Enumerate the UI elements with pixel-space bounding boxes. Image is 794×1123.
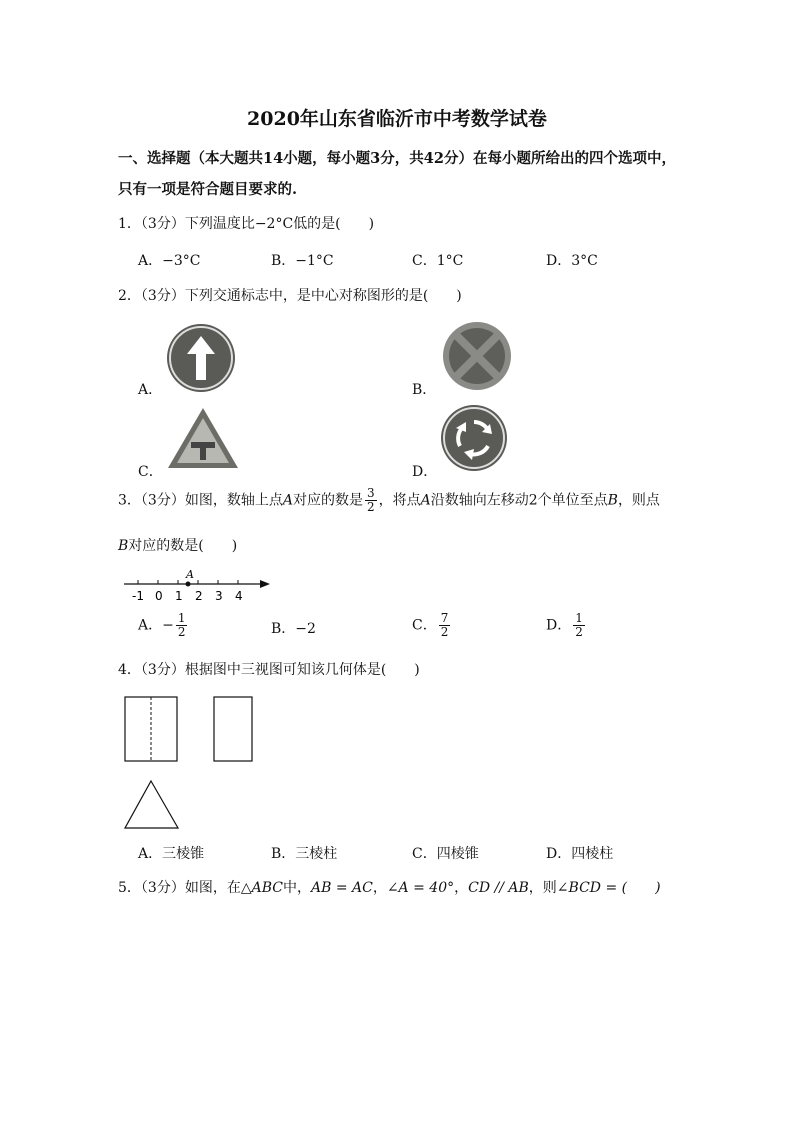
tick-label: 1	[175, 589, 183, 603]
point-a-label: A	[282, 492, 293, 509]
tick-label: -1	[132, 589, 144, 603]
q1-option-c: C．1°C	[412, 253, 464, 269]
fraction-denominator: 2	[575, 625, 583, 639]
axis-point-label: A	[186, 568, 194, 581]
q2-label-c: C．	[138, 464, 163, 480]
tick-label: 3	[215, 589, 223, 603]
q5-stem	[118, 877, 661, 897]
tick-label: 0	[155, 589, 163, 603]
side-view-rectangle-figure	[212, 695, 256, 765]
top-view-triangle-figure	[122, 778, 182, 832]
q3-text-a: 3．（3分）如图，数轴上点	[118, 492, 283, 509]
q1-option-d: D．3°C	[546, 253, 598, 269]
fraction-numerator: 3	[366, 486, 375, 500]
number-line-figure	[120, 566, 280, 606]
equality-expr: AB = AC	[310, 880, 373, 896]
section-heading-line1: 一、选择题（本大题共14小题，每小题3分，共42分）在每小题所给出的四个选项中，	[118, 150, 676, 167]
one-way-arrow-sign-icon	[165, 322, 237, 394]
q4-option-b: B．三棱柱	[271, 846, 338, 862]
q3-stem-line1	[118, 487, 660, 514]
q1-option-a: A．−3°C	[138, 253, 201, 269]
angle-expr: ∠A = 40°	[386, 880, 455, 896]
triangle-expr: △ABC	[240, 880, 283, 896]
option-fraction	[439, 612, 451, 639]
q2-label-d: D．	[412, 464, 438, 480]
q4-option-d: D．四棱柱	[546, 846, 614, 862]
fraction-denominator: 2	[177, 625, 186, 639]
q3-option-a	[138, 612, 189, 639]
q3-text-e: ，则点	[617, 492, 660, 509]
option-label: D．	[546, 617, 572, 634]
q5-text-c: ，则	[528, 880, 557, 896]
fraction-numerator: 1	[575, 611, 583, 625]
q3-option-c	[412, 612, 452, 639]
parallel-expr: CD // AB	[468, 880, 529, 896]
q2-label-b: B．	[412, 382, 437, 398]
no-stopping-sign-icon	[441, 320, 513, 392]
q2-stem: 2．（3分）下列交通标志中，是中心对称图形的是( )	[118, 288, 462, 304]
option-fraction	[176, 612, 188, 639]
tick-label: 2	[195, 589, 203, 603]
q5-sep: ，	[372, 880, 387, 896]
question-expr: ∠BCD = ( )	[556, 880, 661, 896]
point-a-label: A	[420, 492, 431, 509]
q1-stem: 1．（3分）下列温度比−2°C低的是( )	[118, 216, 375, 232]
q2-label-a: A．	[138, 382, 163, 398]
fraction-denominator: 2	[440, 625, 449, 639]
q3-option-d	[546, 612, 587, 639]
q4-option-a: A．三棱锥	[138, 846, 205, 862]
fraction-numerator: 7	[440, 611, 449, 625]
q3-text-c: ，将点	[378, 492, 421, 509]
q4-option-c: C．四棱锥	[412, 846, 479, 862]
fraction-denominator: 2	[366, 500, 375, 514]
point-b-label: B	[607, 492, 618, 509]
q5-sep: ，	[454, 880, 469, 896]
q5-text-b: 中，	[282, 880, 311, 896]
q3-text-line2: 对应的数是( )	[128, 538, 238, 554]
q3-text-d: 沿数轴向左移动2个单位至点	[430, 492, 608, 509]
fraction-numerator: 1	[177, 611, 186, 625]
section-heading-line2: 只有一项是符合题目要求的.	[118, 181, 298, 198]
q4-stem: 4．（3分）根据图中三视图可知该几何体是( )	[118, 662, 420, 678]
option-label: C．	[412, 617, 437, 634]
page-title: 2020年山东省临沂市中考数学试卷	[247, 108, 547, 130]
q1-option-b: B．−1°C	[271, 253, 334, 269]
q3-stem-line2	[118, 535, 237, 555]
t-junction-warning-sign-icon	[166, 406, 240, 470]
q5-text-a: 5．（3分）如图，在	[118, 880, 241, 896]
q3-text-b: 对应的数是	[292, 492, 363, 509]
roundabout-sign-icon	[440, 404, 508, 472]
option-label: A．−	[138, 617, 174, 634]
front-view-rectangle-figure	[123, 695, 181, 765]
q3-option-b: B．−2	[271, 621, 316, 637]
q3-fraction	[365, 487, 377, 514]
tick-label: 4	[235, 589, 243, 603]
option-fraction	[573, 612, 585, 639]
point-b-label: B	[118, 538, 129, 554]
